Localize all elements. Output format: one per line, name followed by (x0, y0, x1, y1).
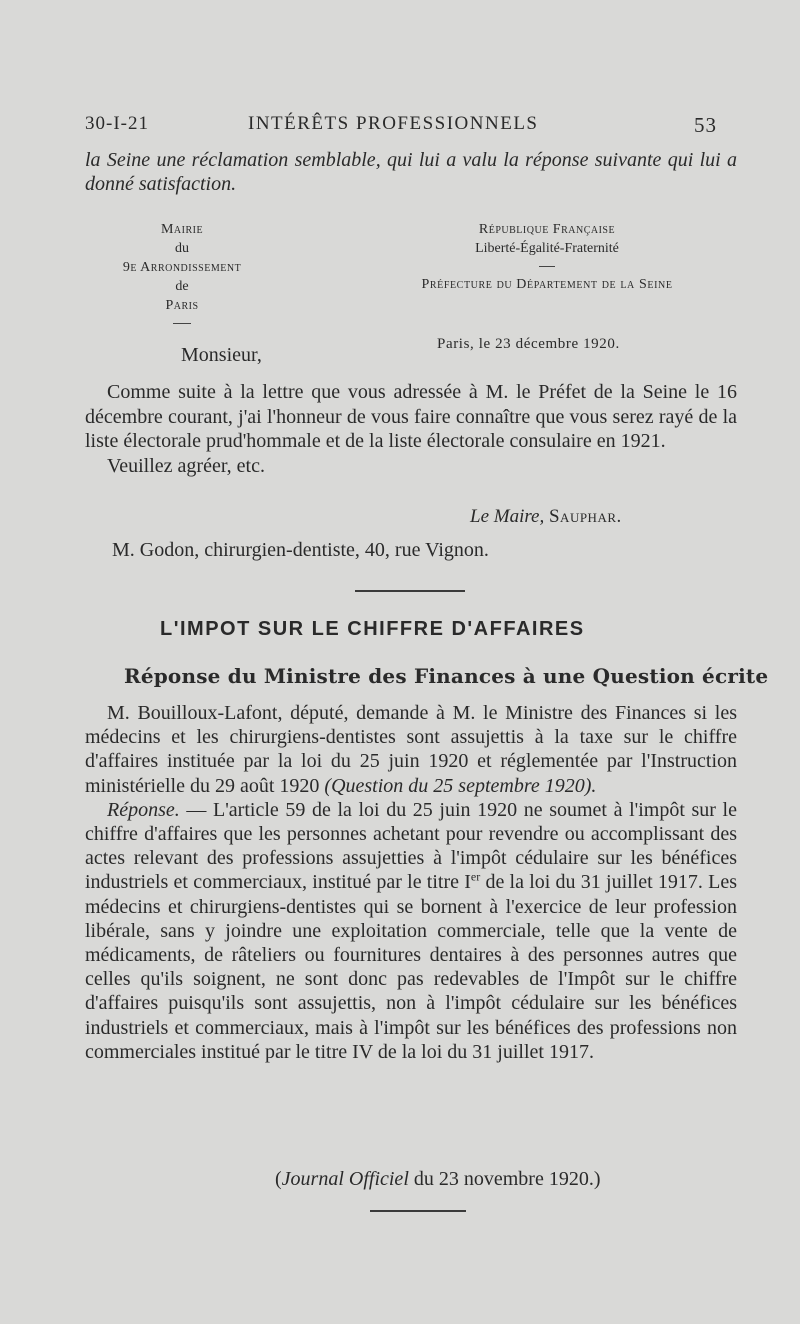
mairie-line: 9e Arrondissement (122, 260, 242, 275)
article-source (275, 1168, 601, 1191)
divider (173, 323, 191, 324)
article-body (85, 701, 737, 1064)
letterhead-republique (372, 220, 722, 294)
prefecture-line: Préfecture du Département de la Seine (421, 277, 673, 292)
answer-paragraph (85, 798, 737, 1064)
source-close-paren: ) (593, 1168, 601, 1190)
letter-paragraph: Comme suite à la lettre que vous adressée à M. le Préfet de la Seine le 16 décembre courant, j'ai l'honneur de vous faire connaître que vous serez rayé de la liste électorale prud'hommale et de la liste électorale consulaire en 1921. (85, 381, 737, 452)
question-text: M. Bouilloux-Lafont, député, demande à M. le Ministre des Finances si les médecins et les chirurgiens-dentistes sont assujettis à la taxe sur le chiffre d'affaires instituée par la loi du 25 juin 1920 et réglementée par l'Instruction ministérielle du 29 août 1920 (85, 702, 737, 797)
section-divider (355, 590, 465, 592)
republique-line: République Française (478, 222, 616, 237)
letterhead-mairie (112, 220, 252, 324)
motto-line: Liberté-Égalité-Fraternité (475, 241, 619, 256)
signature-name: Sauphar. (548, 506, 622, 527)
answer-text-continued: de la loi du 31 juillet 1917. Les médecins et chirurgiens-dentistes qui se bornent à l'exercice de leur profession libérale, sans y joindre une exploitation commerciale, telle que la vente de médicaments, de râteliers ou fournitures dentaires à des personnes autres que celles qu'ils soignent, ne sont donc pas redevables de l'Impôt sur le chiffre d'affaires puisqu'ils sont assujettis, non à l'impôt cédulaire sur les bénéfices industriels et commerciaux, mais à l'impôt sur les bénéfices des professions non commerciales institué par le titre IV de la loi du 31 juillet 1917. (85, 871, 737, 1063)
mairie-line: Mairie (160, 222, 204, 237)
answer-text: — L'article 59 de la loi du 25 juin 1920 ne soumet à l'impôt sur le chiffre d'affaires que les personnes achetant pour revendre ou accomplissant des actes relevant des professions assujetties à l'impôt cédulaire sur les bénéfices industriels et commerciaux, institué par le titre I (85, 798, 737, 894)
intro-paragraph: la Seine une réclamation semblable, qui lui a valu la réponse suivante qui lui a donné satisfaction. (85, 149, 737, 195)
signature-role: Le Maire, (470, 506, 545, 527)
mairie-line: Paris (165, 298, 199, 313)
source-journal: Journal Officiel (281, 1168, 409, 1190)
end-divider (370, 1210, 466, 1212)
letter-dateline: Paris, le 23 décembre 1920. (437, 336, 620, 352)
letter-closing: Veuillez agréer, etc. (107, 454, 265, 477)
section-title: L'IMPOT SUR LE CHIFFRE D'AFFAIRES (160, 618, 585, 640)
letter-body (85, 380, 737, 478)
source-open-paren: ( (275, 1168, 282, 1190)
question-reference: (Question du 25 septembre 1920). (324, 774, 597, 797)
source-date: du 23 novembre 1920. (413, 1168, 594, 1190)
title-ordinal: er (470, 869, 481, 884)
mairie-line: du (175, 241, 189, 256)
answer-label: Réponse. (107, 798, 180, 821)
header-date: 30-I-21 (85, 113, 149, 134)
running-title: INTÉRÊTS PROFESSIONNELS (248, 113, 539, 134)
section-subtitle: Réponse du Ministre des Finances à une Question écrite (124, 664, 769, 688)
letter-recipient: M. Godon, chirurgien-dentiste, 40, rue Vignon. (112, 539, 489, 561)
letter-signature (470, 506, 622, 528)
letter-salutation: Monsieur, (181, 344, 262, 366)
question-paragraph (85, 701, 737, 798)
divider (539, 266, 555, 267)
mairie-line: de (175, 279, 189, 294)
page-number: 53 (694, 113, 717, 137)
